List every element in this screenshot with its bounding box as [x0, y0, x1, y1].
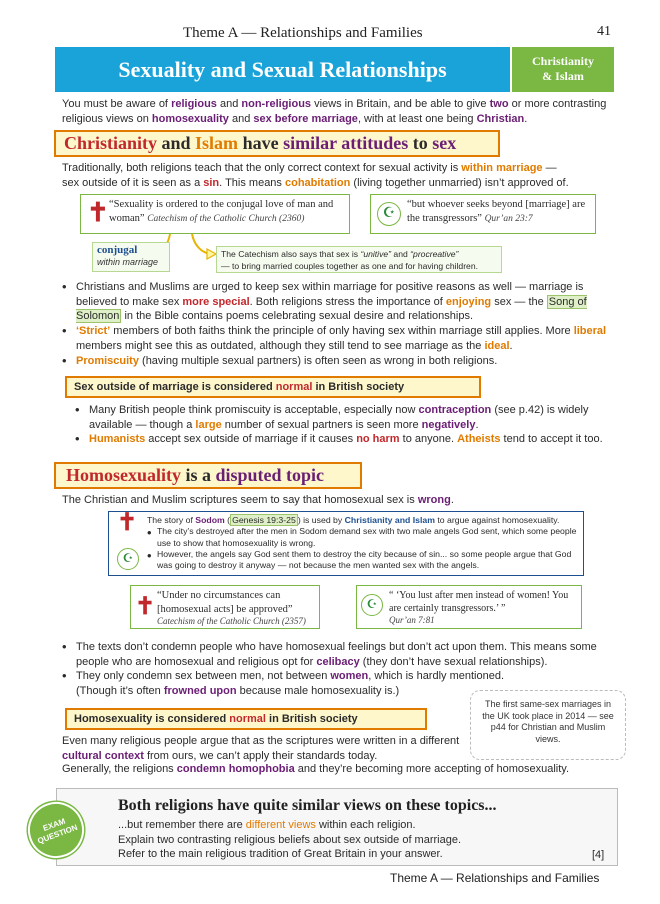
sub1-bullets	[75, 403, 620, 447]
exam-text: ...but remember there are different views within each religion. Explain two contrasting religious beliefs about sex outside of marriage. Refer to the main religious tradition of Great Britain in your answer.	[118, 819, 462, 861]
exam-question-badge: EXAM QUESTION	[20, 794, 92, 866]
list-item: • Christians and Muslims are urged to keep sex within marriage for positive reasons as well — marriage is believed to make sex more special. Both religions stress the importance of enjoying sex — the Song of Solomon in the Bible contains poems celebrating sexual desire and relationships.	[62, 280, 622, 324]
sub2-text-2: Generally, the religions condemn homophobia and they’re becoming more accepting of homosexuality.	[62, 763, 570, 775]
cross-icon: ✝	[135, 591, 156, 620]
catechism-note: The Catechism also says that sex is “unitive” and “procreative” — to bring married couples together as one and for having children.	[216, 246, 502, 273]
topic-tag-line2: & Islam	[542, 69, 584, 83]
running-footer: Theme A — Relationships and Families	[390, 871, 600, 885]
list-item: • The city’s destroyed after the men in Sodom demand sex with two male angels God sent, which some people use to show that homosexuality is wrong.	[147, 526, 577, 549]
section-heading-sex: Christianity and Islam have similar attitudes to sex	[54, 130, 500, 157]
topic-tag	[512, 47, 614, 92]
topic-tag-line1: Christianity	[531, 54, 594, 68]
subheading-homosexuality-normal: Homosexuality is considered normal in British society	[65, 708, 427, 730]
list-item: • Promiscuity (having multiple sexual partners) is often seen as wrong in both religions.	[62, 354, 622, 369]
cross-icon: ✝	[117, 507, 138, 536]
crescent-star-icon: ☪	[361, 594, 383, 616]
section1-bullets	[62, 280, 622, 368]
crescent-star-icon: ☪	[117, 548, 139, 570]
page-number: 41	[597, 24, 611, 39]
section-heading-homosexuality: Homosexuality is a disputed topic	[54, 462, 362, 489]
list-item: • The texts don’t condemn people who have homosexual feelings but don’t act upon them. This means some people who are homosexual and religious opt for celibacy (they don’t have sexual relationships).	[62, 640, 622, 669]
sub2-text: Even many religious people argue that as the scriptures were written in a different cultural context from ours, we can’t apply their standards today.	[62, 735, 460, 762]
subheading-sex-outside-marriage: Sex outside of marriage is considered normal in British society	[65, 376, 481, 398]
list-item: • However, the angels say God sent them to destroy the city because of sin... so some people argue that God was going to destroy it anyway — not because the men wanted sex with the angels.	[147, 549, 577, 572]
exam-marks: [4]	[592, 849, 605, 861]
list-item: • ‘Strict’ members of both faiths think the principle of only having sex within marriage still applies. More liberal members might see this as outdated, although they still tend to see marriage as the ideal.	[62, 324, 622, 353]
exam-title: Both religions have quite similar views on these topics...	[118, 797, 497, 814]
list-item: • Many British people think promiscuity is acceptable, especially now contraception (see p.42) is widely available — though a large number of sexual partners is seen more negatively.	[75, 403, 620, 432]
quote-islam-transgressors: ☪ “but whoever seeks beyond [marriage] are the transgressors” Qur’an 23:7	[370, 194, 596, 234]
page-title: Sexuality and Sexual Relationships	[55, 47, 510, 92]
quote-islam-lust: ☪ “ ‘You lust after men instead of women! You are certainly transgressors.’ ” Qur’an 7:81	[356, 585, 582, 629]
cross-icon: ✝	[87, 198, 109, 228]
list-item: • Humanists accept sex outside of marriage if it causes no harm to anyone. Atheists tend to accept it too.	[75, 432, 620, 447]
same-sex-marriage-note: The first same-sex marriages in the UK took place in 2014 — see p44 for Christian and Muslim views.	[470, 690, 626, 760]
quote-christian-sexuality: ✝ “Sexuality is ordered to the conjugal love of man and woman” Catechism of the Catholic Church (2360)	[80, 194, 350, 234]
list-item: • They only condemn sex between men, not between women, which is hardly mentioned. (Though it’s often frowned upon because male homosexuality is.)	[62, 669, 622, 698]
quote-christian-homosexual-acts: ✝ “Under no circumstances can [homosexual acts] be approved” Catechism of the Catholic Church (2357)	[130, 585, 320, 629]
section2-intro: The Christian and Muslim scriptures seem to say that homosexual sex is wrong.	[62, 494, 454, 506]
intro-text: You must be aware of religious and non-religious views in Britain, and be able to give two or more contrasting religious views on homosexuality and sex before marriage, with at least one being Christian.	[62, 98, 607, 125]
sodom-story-box: ✝ ☪ The story of Sodom ( Genesis 19:3-25 ) is used by Christianity and Islam to argue against homosexuality. • The city’s destroyed after the men in Sodom demand sex with two male angels God sent, which some people use to show that homosexuality is wrong. • However, the angels say God sent them to destroy the city because of sin... so some people argue that God was going to destroy it anyway — not because the men wanted sex with the angels.	[108, 511, 584, 576]
crescent-star-icon: ☪	[377, 202, 401, 226]
section1-intro: Traditionally, both religions teach that the only correct context for sexual activity is within marriage — sex outside of it is seen as a sin. This means cohabitation (living together unmarried) isn’t approved of.	[62, 162, 569, 189]
running-header: Theme A — Relationships and Families	[183, 25, 423, 41]
definition-conjugal: conjugal within marriage	[92, 242, 170, 272]
